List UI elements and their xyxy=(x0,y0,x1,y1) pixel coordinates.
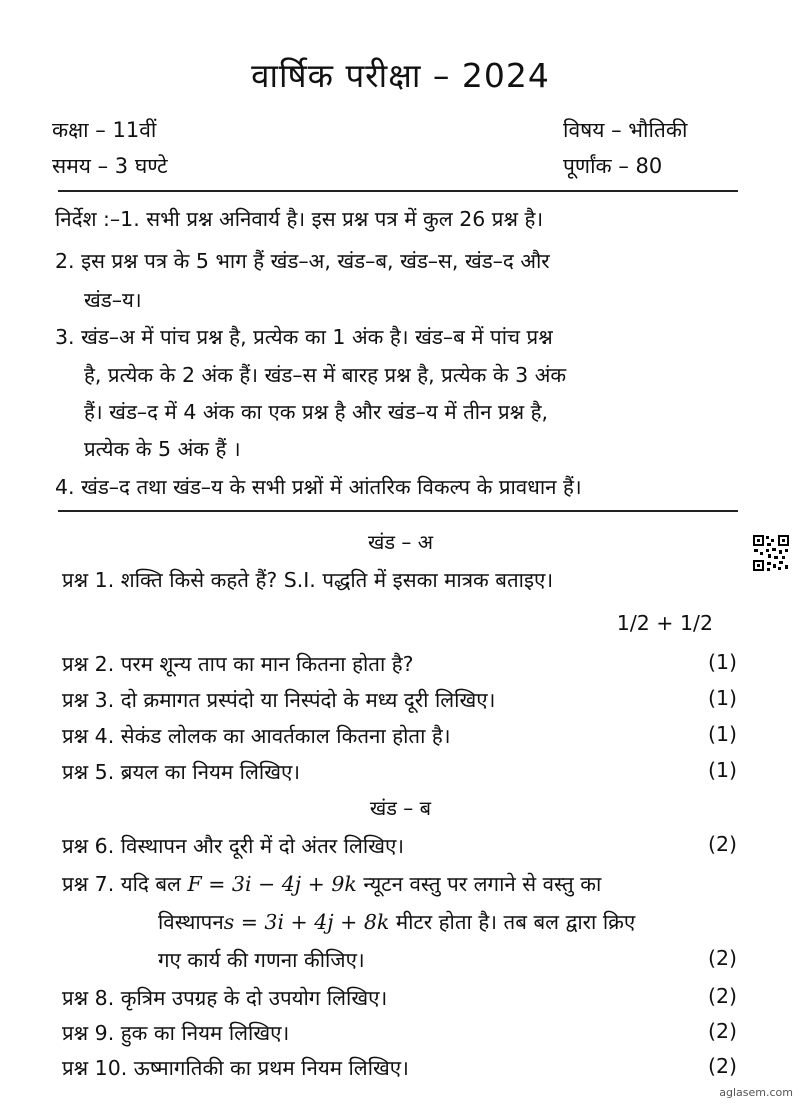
question-1-marks: 1/2 + 1/2 xyxy=(616,611,713,635)
question-3-marks: (1) xyxy=(707,686,737,710)
question-6: प्रश्न 6. विस्थापन और दूरी में दो अंतर लिखिए। xyxy=(62,834,405,858)
instruction-2: 2. इस प्रश्न पत्र के 5 भाग हैं खंड–अ, खंड–ब, खंड–स, खंड–द और xyxy=(55,249,550,273)
question-10-marks: (2) xyxy=(707,1054,737,1078)
question-7-line-3: गए कार्य की गणना कीजिए। xyxy=(158,948,365,972)
question-7-line2-prefix: विस्थापन xyxy=(158,910,224,934)
question-9: प्रश्न 9. हुक का नियम लिखिए। xyxy=(62,1021,290,1045)
question-6-marks: (2) xyxy=(707,832,737,856)
question-8: प्रश्न 8. कृत्रिम उपग्रह के दो उपयोग लिखिए। xyxy=(62,986,388,1010)
footer-site: aglasem.com xyxy=(719,1086,793,1099)
instruction-3: 3. खंड–अ में पांच प्रश्न है, प्रत्येक का 1 अंक है। खंड–ब में पांच प्रश्न xyxy=(55,325,553,349)
question-7-line-2 xyxy=(158,908,635,936)
question-4-marks: (1) xyxy=(707,722,737,746)
section-a-heading: खंड – अ xyxy=(367,530,434,554)
question-7-line2-suffix: मीटर होता है। तब बल द्वारा क्रिए xyxy=(395,910,636,934)
question-4: प्रश्न 4. सेकंड लोलक का आवर्तकाल कितना होता है। xyxy=(62,724,451,748)
subject-label: विषय – भौतिकी xyxy=(563,118,688,142)
instructions-divider xyxy=(58,510,738,512)
time-label: समय – 3 घण्टे xyxy=(52,154,168,178)
qr-code-icon xyxy=(752,534,790,572)
instruction-3-cont-3: प्रत्येक के 5 अंक हैं । xyxy=(84,437,241,461)
question-2-marks: (1) xyxy=(707,650,737,674)
question-7-marks: (2) xyxy=(707,946,737,970)
question-5-marks: (1) xyxy=(707,758,737,782)
question-7-prefix: प्रश्न 7. यदि बल xyxy=(62,872,181,896)
question-9-marks: (2) xyxy=(707,1019,737,1043)
question-7-force: F = 3i − 4j + 9k xyxy=(187,872,357,896)
header-divider xyxy=(58,190,738,192)
question-3: प्रश्न 3. दो क्रमागत प्रस्पंदो या निस्पंदो के मध्य दूरी लिखिए। xyxy=(62,688,496,712)
instruction-4: 4. खंड–द तथा खंड–य के सभी प्रश्नों में आंतरिक विकल्प के प्रावधान हैं। xyxy=(55,475,582,499)
total-marks-label: पूर्णांक – 80 xyxy=(563,154,663,178)
instruction-3-cont-2: हैं। खंड–द में 4 अंक का एक प्रश्न है और खंड–य में तीन प्रश्न है, xyxy=(84,400,549,424)
question-7-displacement: s = 3i + 4j + 8k xyxy=(223,910,390,934)
question-1: प्रश्न 1. शक्ति किसे कहते हैं? S.I. पद्धति में इसका मात्रक बताइए। xyxy=(62,568,554,592)
instruction-2-cont: खंड–य। xyxy=(84,288,142,312)
instruction-3-cont-1: है, प्रत्येक के 2 अंक हैं। खंड–स में बारह प्रश्न है, प्रत्येक के 3 अंक xyxy=(84,363,567,387)
class-label: कक्षा – 11वीं xyxy=(52,118,157,142)
question-2: प्रश्न 2. परम शून्य ताप का मान कितना होता है? xyxy=(62,652,414,676)
question-10: प्रश्न 10. ऊष्मागतिकी का प्रथम नियम लिखिए। xyxy=(62,1056,409,1080)
section-b-heading: खंड – ब xyxy=(369,796,432,820)
instruction-1: निर्देश :–1. सभी प्रश्न अनिवार्य है। इस प्रश्न पत्र में कुल 26 प्रश्न है। xyxy=(55,207,544,231)
question-5: प्रश्न 5. ब्रयल का नियम लिखिए। xyxy=(62,760,301,784)
question-7 xyxy=(62,870,601,898)
question-7-suffix: न्यूटन वस्तु पर लगाने से वस्तु का xyxy=(363,872,602,896)
question-8-marks: (2) xyxy=(707,984,737,1008)
page-title: वार्षिक परीक्षा – 2024 xyxy=(251,56,550,95)
